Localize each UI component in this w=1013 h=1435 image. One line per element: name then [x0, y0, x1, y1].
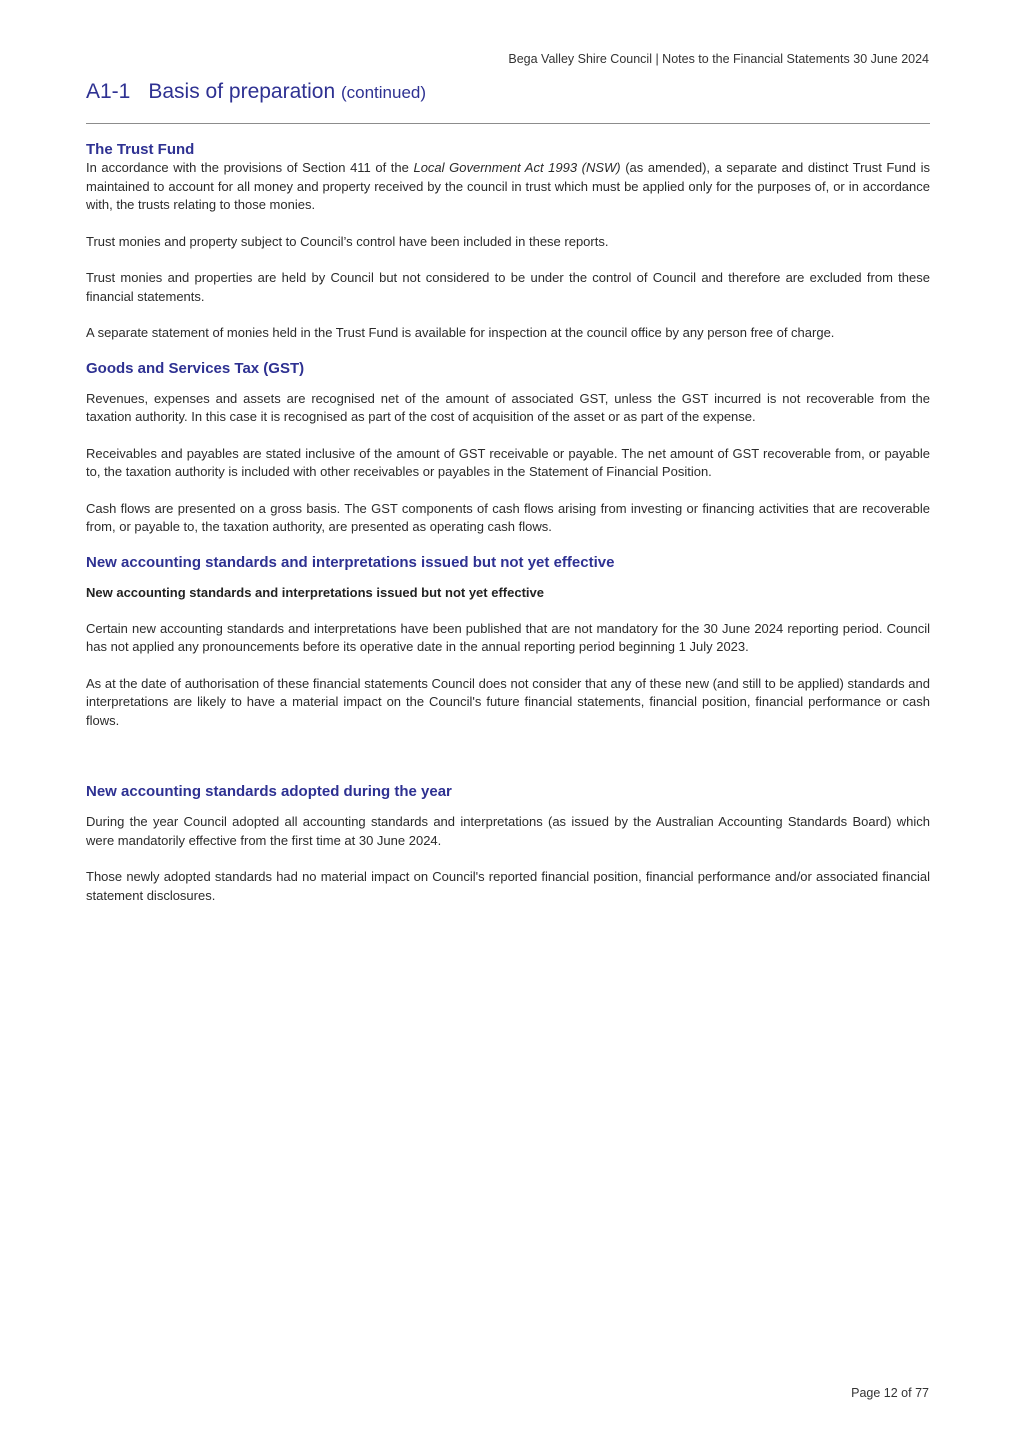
paragraph: Cash flows are presented on a gross basis. The GST components of cash flows arising from investing or financing activities that are recoverable from, or payable to, the taxation authority, are presented as operating cash flows.	[86, 500, 930, 534]
section-subheading: New accounting standards and interpretations issued but not yet effective	[86, 584, 544, 600]
note-title-text: Basis of preparation	[148, 80, 336, 103]
section-heading: Goods and Services Tax (GST)	[86, 359, 305, 377]
page-number: Page 12 of 77	[851, 1386, 929, 1400]
paragraph: Certain new accounting standards and interpretations have been published that are not mandatory for the 30 June 2024 reporting period. Council has not applied any pronouncements before its operative date in the annual reporting period beginning 1 July 2023.	[86, 620, 930, 654]
paragraph: As at the date of authorisation of these financial statements Council does not consider that any of these new (and still to be applied) standards and interpretations are likely to have a material impact on the Council's future financial statements, financial position, financial performance or cash flows.	[86, 675, 930, 728]
paragraph: Receivables and payables are stated inclusive of the amount of GST receivable or payable. The net amount of GST recoverable from, or payable to, the taxation authority is included with other receivables or payables in the Statement of Financial Position.	[86, 445, 930, 479]
section-heading: New accounting standards and interpretations issued but not yet effective	[86, 553, 615, 571]
paragraph: Those newly adopted standards had no material impact on Council's reported financial position, financial performance and/or associated financial statement disclosures.	[86, 869, 930, 903]
paragraph-text: In accordance with the provisions of Section 411 of the	[86, 160, 414, 175]
paragraph: Trust monies and property subject to Council’s control have been included in these reports.	[86, 233, 609, 249]
section-new-standards-not-effective	[86, 553, 930, 731]
title-divider	[86, 123, 930, 124]
note-number: A1-1	[86, 80, 131, 103]
section-trust-fund	[86, 140, 930, 343]
paragraph: A separate statement of monies held in the Trust Fund is available for inspection at the council office by any person free of charge.	[86, 325, 835, 340]
note-title	[86, 80, 426, 104]
note-content	[86, 140, 930, 905]
section-new-standards-adopted	[86, 782, 930, 905]
paragraph: During the year Council adopted all accounting standards and interpretations (as issued by the Australian Accounting Standards Board) which were mandatorily effective from the first time at 30 June 2024.	[86, 814, 930, 848]
running-header: Bega Valley Shire Council | Notes to the Financial Statements 30 June 2024	[508, 52, 929, 66]
continued-label: (continued)	[340, 83, 427, 102]
act-reference: Local Government Act 1993 (NSW)	[413, 160, 621, 175]
paragraph: Revenues, expenses and assets are recognised net of the amount of associated GST, unless the GST incurred is not recoverable from the taxation authority. In this case it is recognised as part of the cost of acquisition of the asset or as part of the expense.	[86, 390, 930, 424]
paragraph	[86, 159, 930, 215]
section-gst	[86, 359, 930, 537]
section-heading: The Trust Fund	[86, 141, 195, 158]
section-heading: New accounting standards adopted during the year	[86, 783, 452, 800]
paragraph-text: (as amended), a separate and distinct Trust Fund is maintained to account for all money and property received by the council in trust which must be applied only for the purposes of, or in accordance with, the trusts relating to those monies.	[86, 160, 931, 212]
paragraph: Trust monies and properties are held by Council but not considered to be under the control of Council and therefore are excluded from these financial statements.	[86, 270, 930, 304]
